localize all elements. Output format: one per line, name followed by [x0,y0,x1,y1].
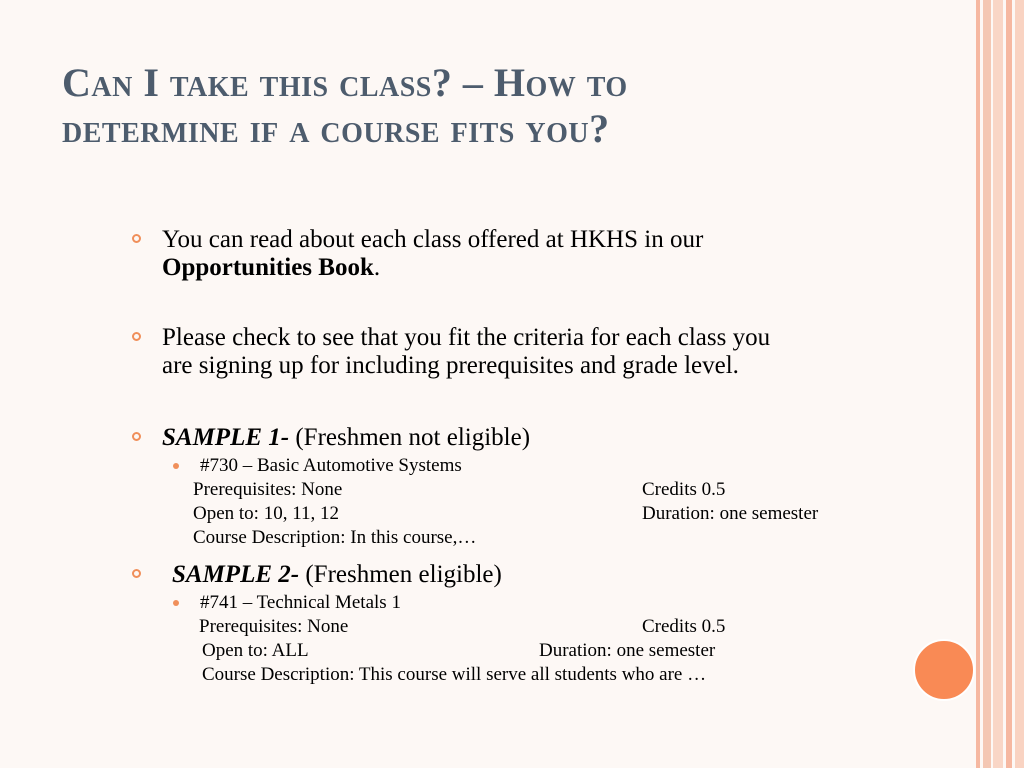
bullet-text: You can read about each class offered at HKHS in our Opportunities Book. [162,226,704,281]
bullet-marker-icon [132,569,141,578]
slide-title-line2: determine if a course fits you? [62,106,610,151]
bullet-marker-icon [132,332,141,341]
sample-2-prereq: Prerequisites: None [199,616,349,637]
sample-2-note: (Freshmen eligible) [299,561,502,588]
decorative-stripe [1015,0,1024,768]
bullet-text [162,424,972,452]
decorative-stripe [1006,0,1012,768]
slide-title-line1: Can I take this class? – How to [62,60,628,105]
sample-2-credits: Credits 0.5 [642,616,726,637]
bullet-text [172,561,982,589]
sample-1-description: Course Description: In this course,… [193,527,477,548]
decorative-circle [913,639,975,701]
sample-1-note: (Freshmen not eligible) [289,424,531,451]
sample-1-credits: Credits 0.5 [642,479,726,500]
sample-1-open-to: Open to: 10, 11, 12 [193,503,340,524]
sub-bullet-icon [173,463,179,469]
sample-2-open-to: Open to: ALL [202,640,309,661]
sample-2-duration: Duration: one semester [539,640,716,661]
slide: Can I take this class? – How to determine if a course fits you? You can read about each class offered at HKHS in our Opportunities Book. Please check to see that you fit the criteria for each class you are signing up for including prerequisites and grade level. SAMPLE 1- (Freshmen not eligible) #730 – Basic Automotive Systems Prerequisites: None Credits 0.5 Open to: 10, 11, 12 Duration: one semester Course Description: In this course,… SAMPLE 2- (Freshmen eligible) #741 – Technical Metals 1 Prerequisites: None Credits 0.5 Open to: ALL Duration: one semester Course Description: This course will serve all students who are … [0,0,1024,768]
sample-2-description: Course Description: This course will serve all students who are … [202,664,707,685]
sample-2-label: SAMPLE 2- [172,561,300,588]
opportunities-book-label: Opportunities Book [162,254,374,281]
sample-1-duration: Duration: one semester [642,503,819,524]
sample-1-prereq: Prerequisites: None [193,479,343,500]
decorative-stripe [993,0,1003,768]
bullet-text: Please check to see that you fit the criteria for each class you are signing up for including prerequisites and grade level. [162,324,771,379]
decorative-stripe [983,0,991,768]
decorative-stripe [976,0,980,768]
slide-title [62,60,942,152]
sample-1-label: SAMPLE 1- [162,424,290,451]
sub-bullet-icon [173,600,179,606]
bullet-marker-icon [132,234,141,243]
bullet-marker-icon [132,432,141,441]
